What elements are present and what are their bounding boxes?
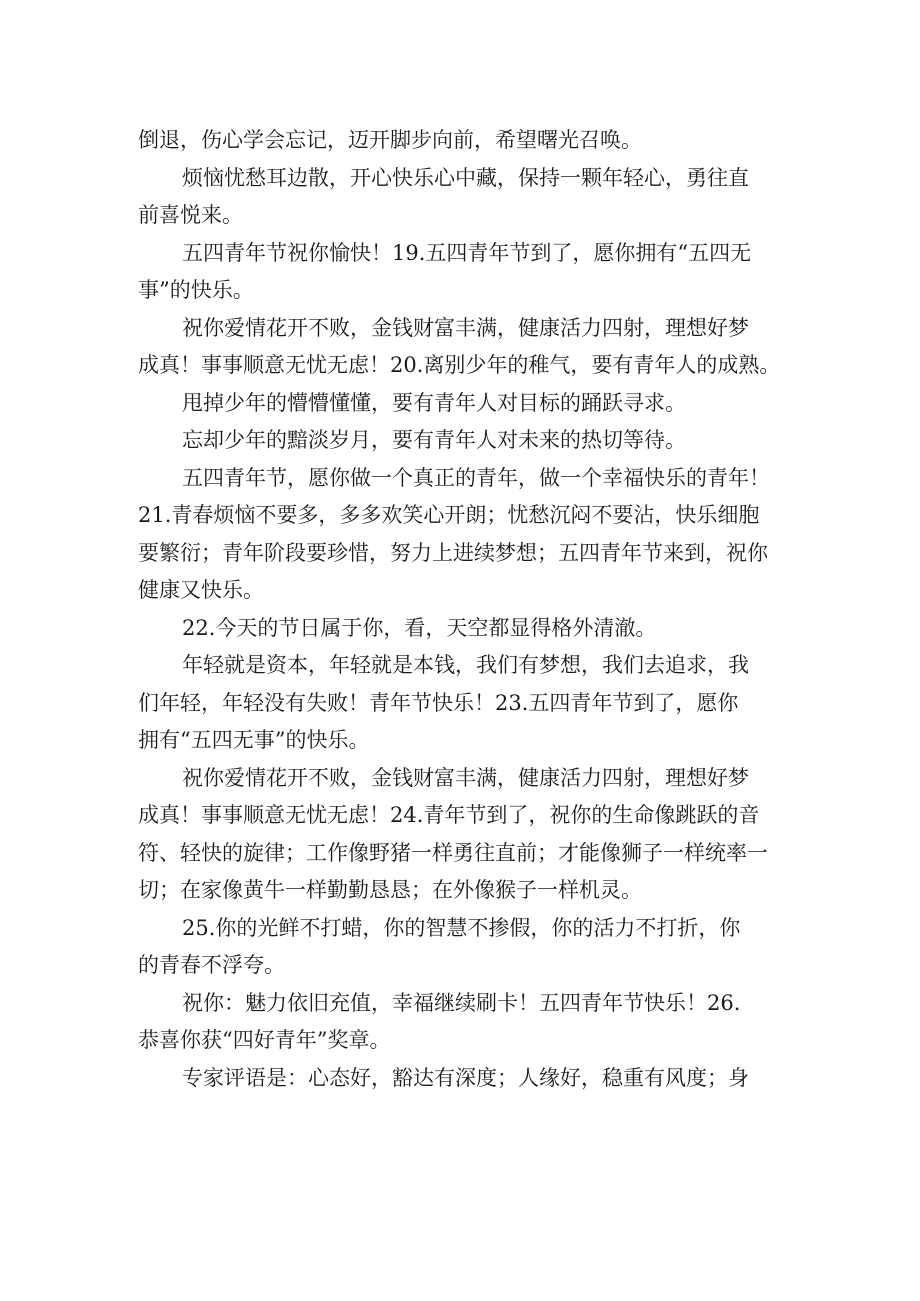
paragraph xyxy=(138,760,788,910)
text-line: 们年轻，年轻没有失败！青年节快乐！23.五四青年节到了，愿你 xyxy=(138,690,739,715)
text-line: 年轻就是资本，年轻就是本钱，我们有梦想，我们去追求，我 xyxy=(182,653,749,677)
paragraph xyxy=(138,910,788,985)
text-line: 21.青春烦恼不要多，多多欢笑心开朗；忧愁沉闷不要沾，快乐细胞 xyxy=(138,503,760,527)
paragraph xyxy=(138,385,788,423)
paragraph xyxy=(138,1060,788,1098)
text-line: 恭喜你获“四好青年”奖章。 xyxy=(138,1028,391,1052)
text-line: 符、轻快的旋律；工作像野猪一样勇往直前；才能像狮子一样统率一 xyxy=(138,840,768,865)
text-line: 事”的快乐。 xyxy=(138,278,254,302)
text-line: 健康又快乐。 xyxy=(138,578,264,602)
text-line: 烦恼忧愁耳边散，开心快乐心中藏，保持一颗年轻心，勇往直 xyxy=(182,165,749,190)
text-line: 倒退，伤心学会忘记，迈开脚步向前，希望曙光召唤。 xyxy=(138,128,642,152)
paragraph xyxy=(138,647,788,760)
paragraph xyxy=(138,122,788,160)
text-line: 拥有“五四无事”的快乐。 xyxy=(138,728,370,752)
text-line: 成真！事事顺意无忧无虑！20.离别少年的稚气，要有青年人的成熟。 xyxy=(138,353,781,377)
text-line: 忘却少年的黯淡岁月，要有青年人对未来的热切等待。 xyxy=(182,428,686,452)
document-body xyxy=(138,122,788,1097)
paragraph xyxy=(138,422,788,460)
text-line: 专家评语是：心态好，豁达有深度；人缘好，稳重有风度；身 xyxy=(182,1065,749,1090)
text-line: 22.今天的节日属于你，看，天空都显得格外清澈。 xyxy=(182,615,657,640)
text-line: 切；在家像黄牛一样勤勤恳恳；在外像猴子一样机灵。 xyxy=(138,878,642,902)
text-line: 的青春不浮夸。 xyxy=(138,953,285,977)
text-line: 成真！事事顺意无忧无虑！24.青年节到了，祝你的生命像跳跃的音 xyxy=(138,803,760,827)
text-line: 祝你爱情花开不败，金钱财富丰满，健康活力四射，理想好梦 xyxy=(182,765,749,790)
text-line: 五四青年节，愿你做一个真正的青年，做一个幸福快乐的青年！ xyxy=(182,465,770,490)
text-line: 前喜悦来。 xyxy=(138,203,243,227)
paragraph xyxy=(138,310,788,385)
text-line: 祝你爱情花开不败，金钱财富丰满，健康活力四射，理想好梦 xyxy=(182,315,749,340)
paragraph xyxy=(138,985,788,1060)
text-line: 25.你的光鲜不打蜡，你的智慧不掺假，你的活力不打折，你 xyxy=(182,915,741,940)
paragraph xyxy=(138,235,788,310)
text-line: 甩掉少年的懵懵懂懂，要有青年人对目标的踊跃寻求。 xyxy=(182,390,686,415)
text-line: 要繁衍；青年阶段要珍惜，努力上进续梦想；五四青年节来到，祝你 xyxy=(138,540,768,565)
text-line: 五四青年节祝你愉快！19.五四青年节到了，愿你拥有“五四无 xyxy=(182,240,752,265)
text-line: 祝你：魅力依旧充值，幸福继续刷卡！五四青年节快乐！26. xyxy=(182,990,741,1015)
paragraph xyxy=(138,610,788,648)
paragraph xyxy=(138,460,788,610)
paragraph xyxy=(138,160,788,235)
